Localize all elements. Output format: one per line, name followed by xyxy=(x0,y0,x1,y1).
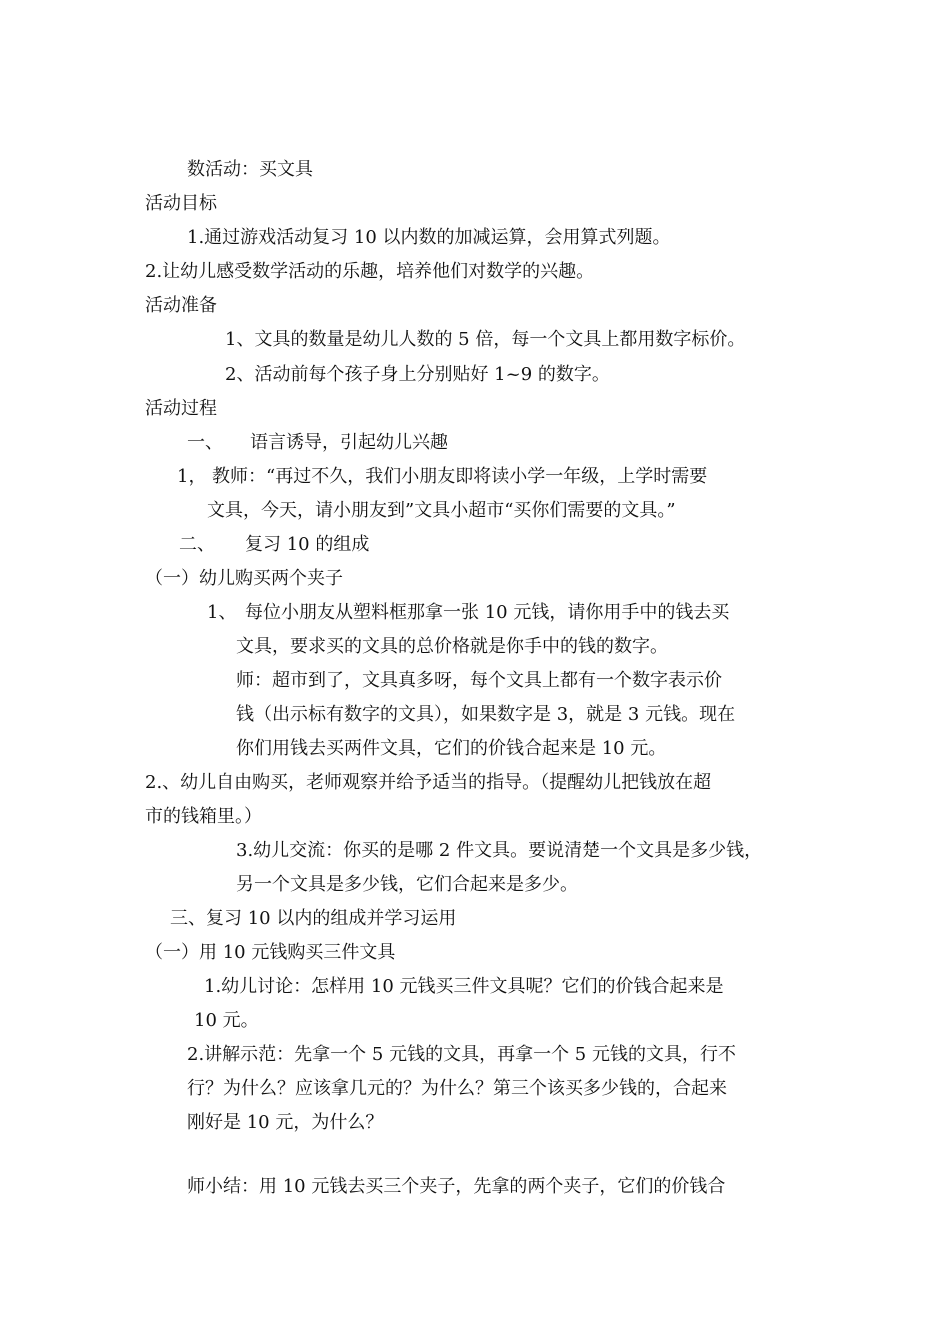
section-1-number: 一、 xyxy=(187,432,223,453)
prep-item-1: 1、文具的数量是幼儿人数的 5 倍，每一个文具上都用数字标价。 xyxy=(225,329,746,350)
step-1-number: 1、 xyxy=(207,602,237,623)
demonstration-line-2: 行？为什么？应该拿几元的？为什么？第三个该买多少钱的，合起来 xyxy=(187,1078,727,1099)
heading-preparation: 活动准备 xyxy=(145,295,217,316)
section-1-item-line-2: 文具，今天，请小朋友到”文具小超市“买你们需要的文具。” xyxy=(207,500,676,521)
step-1-line-5: 你们用钱去买两件文具，它们的价钱合起来是 10 元。 xyxy=(236,738,667,759)
step-1-line-2: 文具，要求买的文具的总价格就是你手中的钱的数字。 xyxy=(236,636,668,657)
demonstration-line-3: 刚好是 10 元，为什么？ xyxy=(187,1112,384,1133)
prep-item-2: 2、活动前每个孩子身上分别贴好 1~9 的数字。 xyxy=(225,364,610,385)
step-1-line-1: 每位小朋友从塑料框那拿一张 10 元钱，请你用手中的钱去买 xyxy=(245,602,730,623)
step-2-line-2: 市的钱箱里。） xyxy=(145,806,262,827)
teacher-summary: 师小结：用 10 元钱去买三个夹子，先拿的两个夹子，它们的价钱合 xyxy=(187,1176,726,1197)
discussion-line-2: 10 元。 xyxy=(194,1010,259,1031)
section-2-number: 二、 xyxy=(179,534,215,555)
step-3-line-1: 3.幼儿交流：你买的是哪 2 件文具。要说清楚一个文具是多少钱， xyxy=(236,840,763,861)
section-1-item-line-1: 教师：“再过不久，我们小朋友即将读小学一年级，上学时需要 xyxy=(212,466,708,487)
section-1-item-number: 1， xyxy=(177,466,207,487)
heading-goals: 活动目标 xyxy=(145,193,217,214)
goal-item-2: 2.让幼儿感受数学活动的乐趣，培养他们对数学的兴趣。 xyxy=(145,261,595,282)
section-2-title: 复习 10 的组成 xyxy=(245,534,370,555)
step-1-line-3: 师：超市到了，文具真多呀，每个文具上都有一个数字表示价 xyxy=(236,670,722,691)
subsection-2-title: （一）用 10 元钱购买三件文具 xyxy=(145,942,396,963)
step-2-line-1: 2.、幼儿自由购买，老师观察并给予适当的指导。（提醒幼儿把钱放在超 xyxy=(145,772,712,793)
section-3-title: 三、复习 10 以内的组成并学习运用 xyxy=(170,908,457,929)
demonstration-line-1: 2.讲解示范：先拿一个 5 元钱的文具，再拿一个 5 元钱的文具，行不 xyxy=(187,1044,736,1065)
heading-process: 活动过程 xyxy=(145,398,217,419)
subsection-1-title: （一）幼儿购买两个夹子 xyxy=(145,568,343,589)
document-title: 数活动：买文具 xyxy=(187,159,313,180)
goal-item-1: 1.通过游戏活动复习 10 以内数的加减运算，会用算式列题。 xyxy=(187,227,671,248)
step-1-line-4: 钱（出示标有数字的文具），如果数字是 3，就是 3 元钱。现在 xyxy=(236,704,736,725)
section-1-title: 语言诱导，引起幼儿兴趣 xyxy=(250,432,448,453)
discussion-line-1: 1.幼儿讨论：怎样用 10 元钱买三件文具呢？它们的价钱合起来是 xyxy=(204,976,724,997)
step-3-line-2: 另一个文具是多少钱，它们合起来是多少。 xyxy=(236,874,578,895)
